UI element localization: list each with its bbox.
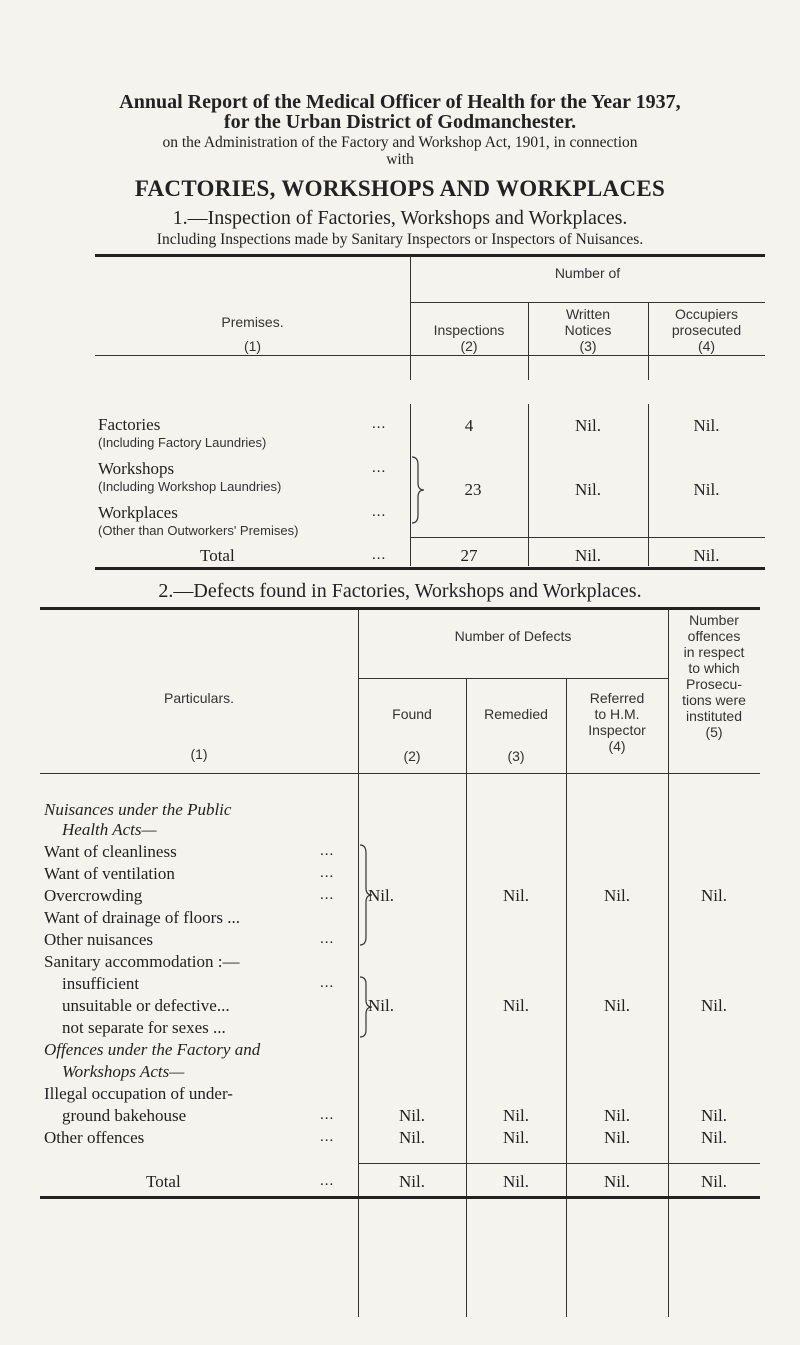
col-num: (3) [507,748,525,764]
col-label: Written [565,306,611,322]
table2-bottom-rule [40,1196,760,1199]
workshops-workplaces-notices: Nil. [575,480,601,499]
section-nuisances-line1: Nuisances under the Public [44,800,232,819]
subtitle-line-2: with [386,151,414,168]
leader-dots: ... [320,1173,335,1189]
report-title [60,92,740,132]
table1-col2-header [410,322,528,354]
leader-dots: ... [372,416,387,432]
bakehouse-found: Nil. [399,1106,425,1125]
col-label: offences [687,628,741,644]
col-label: prosecuted [671,322,742,338]
total-prosecuted: Nil. [693,546,720,565]
section-offences-line2: Workshops Acts— [62,1062,185,1081]
workshops-workplaces-prosecuted: Nil. [693,480,720,499]
table1-vline-1 [410,256,411,380]
table2-col5-header [668,612,760,740]
table1-row-factories [98,415,403,450]
table1-body-vline-3 [648,404,649,566]
col-label: Number [689,612,739,628]
title-line-2: for the Urban District of Godmanchester. [223,111,577,133]
col-num: (5) [705,724,723,740]
table1-vline-3 [648,302,649,380]
col-num: (1) [190,746,208,762]
factories-inspections: 4 [464,416,474,435]
col-label: Inspections [433,322,505,338]
col-num: (4) [608,738,626,754]
row-label: Workplaces [98,503,178,522]
item-insufficient: insufficient [62,974,140,993]
table1-row-workplaces [98,503,403,538]
other-remedied: Nil. [503,1128,529,1147]
table2-col2-header [358,706,466,764]
col-num: (3) [579,338,597,354]
table1-bottom-rule [95,567,765,570]
total-found: Nil. [399,1172,425,1191]
item-want-of-cleanliness: Want of cleanliness [44,842,177,861]
bakehouse-remedied: Nil. [503,1106,529,1125]
table1-total-label: Total [200,546,235,565]
total-referred: Nil. [604,1172,630,1191]
col-label: tions were [682,692,746,708]
item-other-nuisances: Other nuisances [44,930,154,949]
table2-group-rule [358,678,668,679]
col-label: Inspector [588,722,646,738]
table1-body-vline-2 [528,404,529,566]
col-num: (1) [243,338,262,354]
table1-group-header: Number of [554,265,621,281]
row-label: Workshops [98,459,175,478]
item-other-offences: Other offences [44,1128,145,1147]
table1-vline-2 [528,302,529,380]
col-label: Premises. [221,314,284,330]
item-want-of-drainage: Want of drainage of floors ... [44,908,240,927]
item-not-separate: not separate for sexes ... [62,1018,226,1037]
nuisances-found: Nil. [368,886,394,905]
table2-total-rule [358,1163,760,1164]
table2-total-label: Total [146,1172,181,1191]
report-subtitle [40,134,760,168]
col-num: (2) [460,338,478,354]
sanitary-found: Nil. [368,996,394,1015]
table1-group-rule [410,302,765,303]
item-illegal-occupation-line1: Illegal occupation of under- [44,1084,233,1103]
table1-row-workshops [98,459,403,494]
col-label: Particulars. [163,690,235,706]
leader-dots: ... [320,931,335,947]
row-sublabel: (Including Workshop Laundries) [98,479,282,494]
total-remedied: Nil. [503,1172,529,1191]
col-num: (4) [697,338,716,354]
table2-header-rule [40,773,760,774]
sanitary-prosecutions: Nil. [701,996,727,1015]
nuisances-prosecutions: Nil. [701,886,727,905]
col-label: in respect [683,644,745,660]
table2-col4-header [566,690,668,754]
col-label: to which [688,660,740,676]
factories-notices: Nil. [575,416,601,435]
leader-dots: ... [320,887,335,903]
col-label: instituted [685,708,743,724]
table1-subtitle: Including Inspections made by Sanitary Inspectors or Inspectors of Nuisances. [156,231,644,248]
table1-body-vline-1 [410,404,411,566]
other-found: Nil. [399,1128,425,1147]
leader-dots: ... [372,547,387,563]
bakehouse-prosecutions: Nil. [701,1106,727,1125]
table2-title: 2.—Defects found in Factories, Workshops and Workplaces. [158,580,642,602]
table2-col3-header [466,706,566,764]
nuisances-remedied: Nil. [503,886,529,905]
col-label: Occupiers [674,306,739,322]
col-label: Prosecu- [685,676,743,692]
total-inspections: 27 [460,546,478,565]
table1-title: 1.—Inspection of Factories, Workshops and Workplaces. [172,207,628,229]
other-referred: Nil. [604,1128,630,1147]
nuisances-referred: Nil. [604,886,630,905]
col-label: Notices [564,322,612,338]
table1-col1-header [95,314,410,354]
table1-header-rule [95,355,765,356]
total-prosecutions: Nil. [701,1172,727,1191]
col-label: Referred [589,690,645,706]
table2-col1-header [40,690,358,762]
section-heading: FACTORIES, WORKSHOPS AND WORKPLACES [134,176,666,201]
bakehouse-referred: Nil. [604,1106,630,1125]
table2-group-header: Number of Defects [454,628,572,644]
leader-dots: ... [320,865,335,881]
leader-dots: ... [372,460,387,476]
row-label: Factories [98,415,161,434]
item-unsuitable: unsuitable or defective... [62,996,230,1015]
col-label: to H.M. [594,706,640,722]
factories-prosecuted: Nil. [693,416,720,435]
sanitary-remedied: Nil. [503,996,529,1015]
col-label: Found [392,706,432,722]
title-line-1: Annual Report of the Medical Officer of Health for the Year 1937, [119,91,681,113]
table2-vline-4 [668,609,669,1317]
item-illegal-occupation-line2: ground bakehouse [62,1106,187,1125]
leader-dots: ... [372,504,387,520]
leader-dots: ... [320,1107,335,1123]
row-sublabel: (Other than Outworkers' Premises) [98,523,299,538]
leader-dots: ... [320,975,335,991]
total-notices: Nil. [575,546,601,565]
row-sublabel: (Including Factory Laundries) [98,435,267,450]
col-label: Remedied [484,706,548,722]
item-want-of-ventilation: Want of ventilation [44,864,175,883]
table1-total-rule [410,537,765,538]
table1-top-rule [95,254,765,257]
section-offences-line1: Offences under the Factory and [44,1040,261,1059]
item-sanitary-accommodation: Sanitary accommodation :— [44,952,240,971]
subtitle-line-1: on the Administration of the Factory and Workshop Act, 1901, in connection [162,134,638,151]
section-nuisances-line2: Health Acts— [62,820,157,839]
leader-dots: ... [320,843,335,859]
table2-vline-1 [358,609,359,1317]
workshops-workplaces-inspections: 23 [464,480,482,499]
item-overcrowding: Overcrowding [44,886,143,905]
sanitary-referred: Nil. [604,996,630,1015]
col-num: (2) [403,748,421,764]
leader-dots: ... [320,1129,335,1145]
table1-col4-header [648,306,765,354]
table1-col3-header [528,306,648,354]
table2-top-rule [40,607,760,610]
other-prosecutions: Nil. [701,1128,727,1147]
